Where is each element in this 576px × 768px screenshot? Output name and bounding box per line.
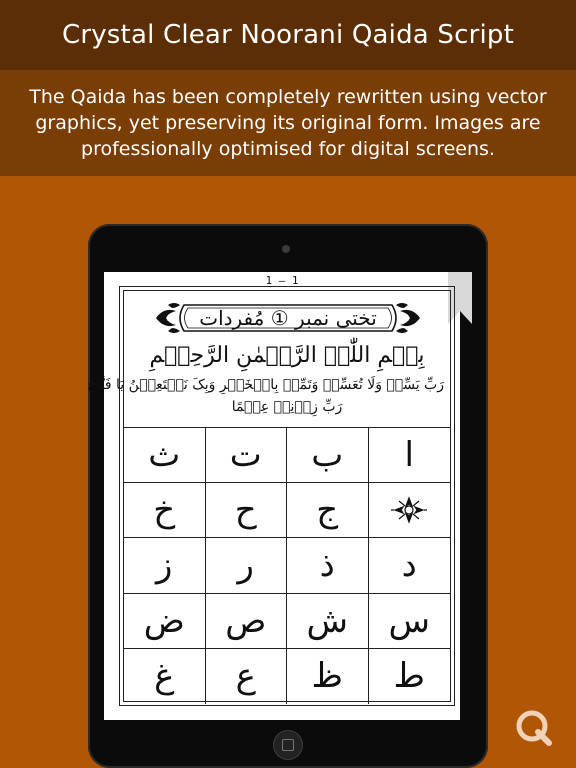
letter-cell[interactable]: ب [287, 428, 369, 483]
star-flower-icon [389, 495, 429, 525]
letter-cell[interactable]: س [369, 594, 451, 649]
letter-cell[interactable]: ذ [287, 538, 369, 593]
letter-cell[interactable]: خ [124, 483, 206, 538]
dua-line-2: رَبِّ زِدۡنِیۡ عِلۡمًا [231, 399, 343, 415]
letter-cell[interactable]: ع [206, 649, 288, 704]
q-logo-icon [516, 710, 552, 746]
ornament-cell [369, 483, 451, 538]
qaida-page [87, 286, 455, 706]
letter-cell[interactable]: ط [393, 656, 425, 697]
letter-cell[interactable]: ش [287, 594, 369, 649]
letters-grid [124, 427, 450, 704]
letter-cell[interactable]: ث [124, 428, 206, 483]
letter-cell[interactable]: ص [206, 594, 288, 649]
title-banner [154, 299, 422, 337]
home-square-icon [282, 739, 294, 751]
bismillah-text: بِسۡمِ اللّٰہِ الرَّحۡمٰنِ الرَّحِیۡمِ [149, 343, 425, 368]
letter-cell[interactable]: ت [206, 428, 288, 483]
letter-cell[interactable]: ز [124, 538, 206, 593]
qaida-header [87, 291, 450, 427]
description-bar [0, 70, 576, 176]
letter-cell[interactable]: ج [287, 483, 369, 538]
feature-description: The Qaida has been completely rewritten using vector graphics, yet preserving its original form. Images are professionally optimised for digital screens. [29, 86, 547, 160]
home-button[interactable] [273, 730, 303, 760]
dua-line-1: رَبِّ یَسِّرۡ وَلَا تُعَسِّرۡ وَتَمِّمۡ بِالۡخَیۡرِ وَبِکَ نَسۡتَعِیۡنُ یَا فَتَّاحُ [87, 377, 444, 393]
tablet-screen [87, 272, 460, 720]
qaida-page-frame [87, 290, 451, 702]
tablet-device [88, 224, 488, 768]
letter-cell[interactable]: ح [206, 483, 288, 538]
letter-cell[interactable]: د [369, 538, 451, 593]
letter-cell[interactable]: ض [124, 594, 206, 649]
camera-dot [282, 245, 290, 253]
letter-cell[interactable]: ا [369, 428, 451, 483]
letter-cell[interactable]: ظ [287, 649, 369, 704]
page-title: Crystal Clear Noorani Qaida Script [61, 20, 515, 50]
page-number: 1 – 1 [265, 274, 299, 287]
banner-title: تختی نمبر ① مُفردات [199, 306, 377, 330]
letter-cell[interactable]: غ [124, 649, 206, 704]
letter-cell[interactable]: ر [206, 538, 288, 593]
title-bar [0, 0, 576, 70]
